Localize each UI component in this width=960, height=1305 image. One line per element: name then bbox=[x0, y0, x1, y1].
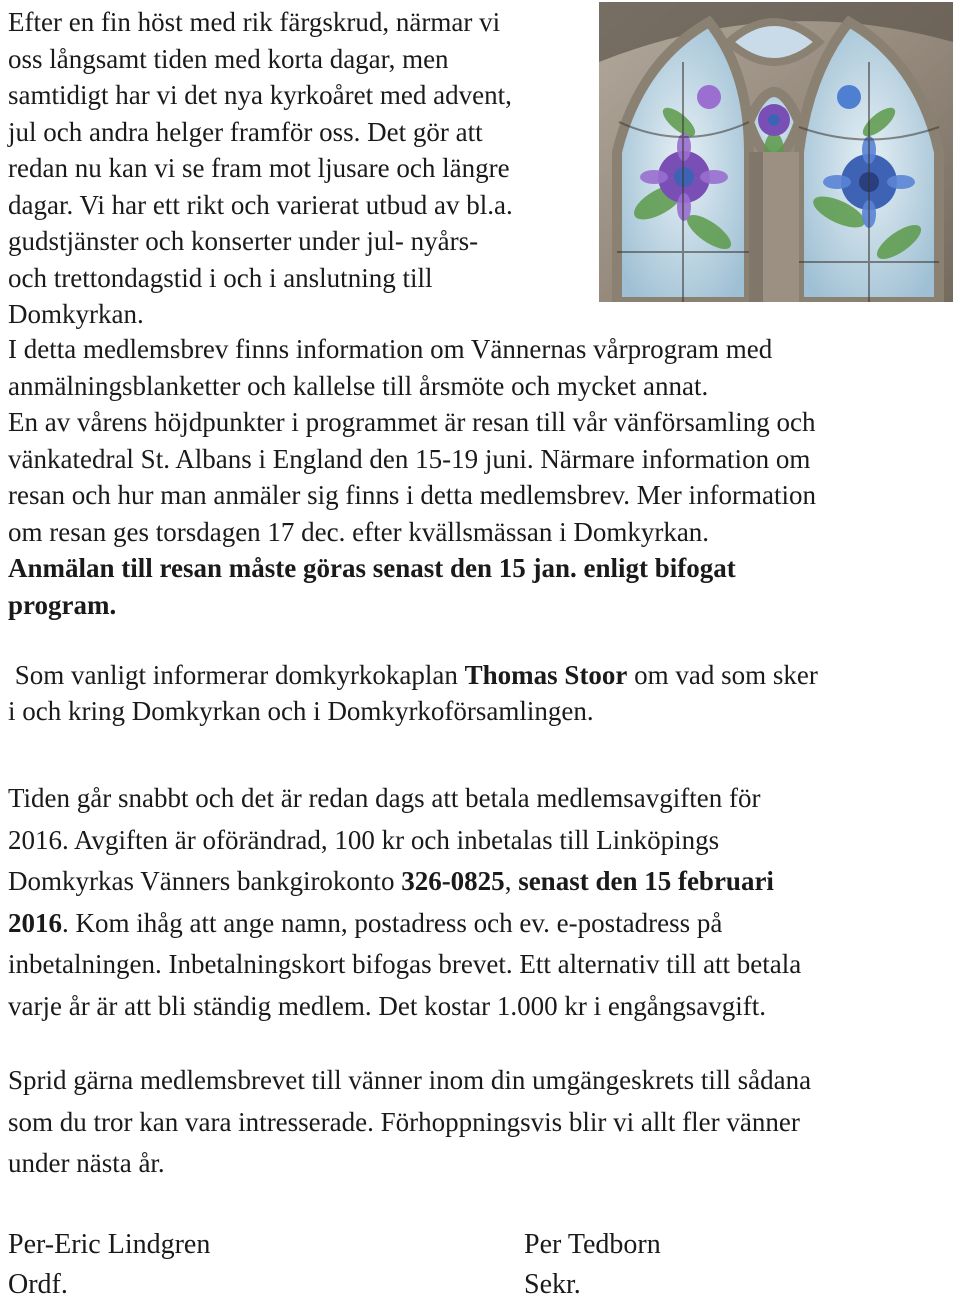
chaplain-name: Thomas Stoor bbox=[464, 660, 628, 690]
share-paragraph bbox=[8, 1060, 958, 1185]
intro-line: redan nu kan vi se fram mot ljusare och längre bbox=[8, 153, 510, 183]
registration-deadline-line bbox=[8, 550, 958, 587]
intro-line: Efter en fin höst med rik färgskrud, närmar vi bbox=[8, 7, 501, 37]
program-info-line: resan och hur man anmäler sig finns i detta medlemsbrev. Mer information bbox=[8, 480, 817, 510]
payment-deadline-year: 2016 bbox=[8, 907, 62, 938]
signature-title: Ordf. bbox=[8, 1269, 68, 1300]
intro-line: samtidigt har vi det nya kyrkoåret med advent, bbox=[8, 80, 512, 110]
signature-name: Per-Eric Lindgren bbox=[8, 1229, 211, 1260]
payment-deadline: senast den 15 februari bbox=[518, 866, 774, 896]
fee-line: varje år är att bli ständig medlem. Det kostar 1.000 kr i engångsavgift. bbox=[8, 990, 767, 1021]
chaplain-line bbox=[8, 657, 958, 693]
chaplain-line: i och kring Domkyrkan och i Domkyrkoförsamlingen. bbox=[8, 696, 594, 726]
stained-glass-window-image bbox=[599, 2, 953, 302]
intro-line: jul och andra helger framför oss. Det gör att bbox=[8, 116, 483, 147]
fee-text: Domkyrkas Vänners bankgirokonto bbox=[8, 866, 402, 896]
fee-text: . Kom ihåg att ange namn, postadress och ev. e-postadress på bbox=[62, 907, 723, 938]
share-line: under nästa år. bbox=[8, 1148, 165, 1178]
registration-deadline-text: Anmälan till resan måste göras senast den 15 jan. enligt bifogat bbox=[8, 553, 736, 583]
signature-name: Per Tedborn bbox=[524, 1229, 661, 1260]
fee-line: Tiden går snabbt och det är redan dags att betala medlemsavgiften för bbox=[8, 783, 761, 813]
fee-text: , bbox=[504, 866, 519, 896]
bankgiro-account-number: 326-0825 bbox=[401, 866, 505, 896]
registration-deadline-text: program. bbox=[8, 589, 117, 620]
intro-line: gudstjänster och konserter under jul- nyårs- bbox=[8, 226, 479, 256]
fee-line: 2016. Avgiften är oförändrad, 100 kr och inbetalas till Linköpings bbox=[8, 824, 720, 855]
intro-line: Domkyrkan. bbox=[8, 299, 144, 329]
fee-line bbox=[8, 861, 958, 903]
program-info-line: vänkatedral St. Albans i England den 15-19 juni. Närmare information om bbox=[8, 443, 811, 474]
program-info-line: En av vårens höjdpunkter i programmet är resan till vår vänförsamling och bbox=[8, 407, 816, 437]
intro-line: dagar. Vi har ett rikt och varierat utbud av bl.a. bbox=[8, 189, 513, 220]
chaplain-text-post: om vad som sker bbox=[627, 660, 818, 690]
signature-title: Sekr. bbox=[524, 1269, 581, 1300]
share-line: som du tror kan vara intresserade. Förhoppningsvis blir vi allt fler vänner bbox=[8, 1106, 800, 1137]
fee-line: inbetalningen. Inbetalningskort bifogas brevet. Ett alternativ till att betala bbox=[8, 949, 802, 979]
signature-secretary bbox=[524, 1225, 661, 1305]
fee-line bbox=[8, 903, 958, 945]
membership-fee-paragraph bbox=[8, 778, 958, 1027]
program-info-line: om resan ges torsdagen 17 dec. efter kvällsmässan i Domkyrkan. bbox=[8, 516, 710, 547]
chaplain-paragraph bbox=[8, 657, 958, 729]
chaplain-text-pre: Som vanligt informerar domkyrkokaplan bbox=[8, 660, 465, 690]
intro-line: oss långsamt tiden med korta dagar, men bbox=[8, 43, 449, 74]
share-line: Sprid gärna medlemsbrevet till vänner inom din umgängeskrets till sådana bbox=[8, 1065, 812, 1095]
program-info-line: I detta medlemsbrev finns information om Vännernas vårprogram med bbox=[8, 334, 773, 364]
registration-deadline-line bbox=[8, 587, 958, 624]
program-info-line: anmälningsblanketter och kallelse till årsmöte och mycket annat. bbox=[8, 370, 709, 401]
program-info-paragraph bbox=[8, 331, 958, 623]
signature-chair bbox=[8, 1225, 210, 1305]
intro-paragraph bbox=[8, 4, 598, 333]
intro-line: och trettondagstid i och i anslutning till bbox=[8, 262, 433, 293]
